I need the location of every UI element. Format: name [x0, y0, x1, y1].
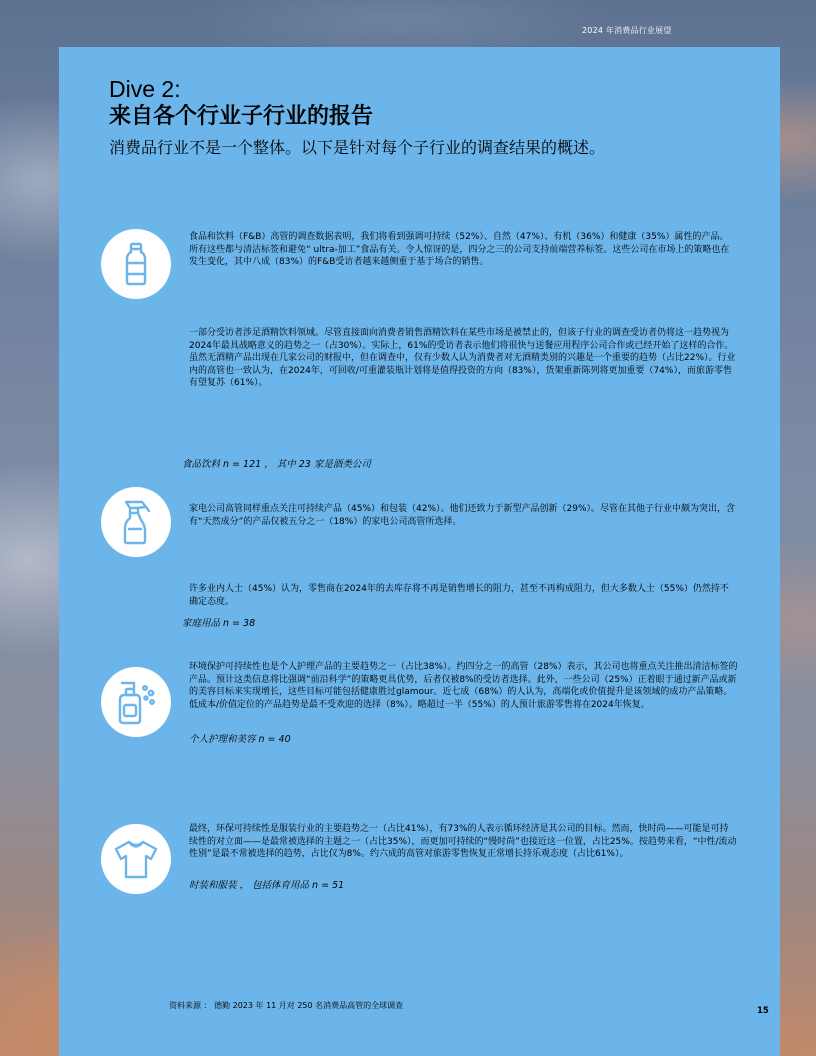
- dive-label: Dive 2:: [109, 76, 181, 102]
- personal-care-paragraph: 环境保护可持续性也是个人护理产品的主要趋势之一（占比38%）。约四分之一的高管（28%）表示，其公司也将重点关注推出清洁标签的产品。预计这类信息将比强调“前沿科学”的策略更具优势，后者仅被8%的受访者选择。此外，一些公司（25%）正着眼于通过新产品或新的美容目标来实现增长，这些目标可能包括健康胜过glamour。近七成（68%）的人认为，高端化或价值提升是该领域的成功产品策略。低成本/价值定位的产品趋势是最不受欢迎的选择（8%）。略超过一半（55%）的人预计旅游零售将在2024年恢复。: [189, 662, 738, 710]
- spray-bottle-icon: [101, 487, 171, 557]
- page-title: 来自各个行业子行业的报告: [109, 104, 374, 129]
- tshirt-icon: [101, 824, 171, 894]
- source-note: 资料来源 ： 德勤 2023 年 11 月对 250 名消费品高管的全球调查: [169, 1001, 404, 1010]
- personal-care-sample-note: 个人护理和美容 n = 40: [189, 734, 291, 745]
- page-subtitle: 消费品行业不是一个整体。以下是针对每个子行业的调查结果的概述。: [109, 138, 606, 157]
- pump-bottle-icon: [101, 667, 171, 737]
- fnb-sample-note: 食品饮料 n = 121 ， 其中 23 家是酒类公司: [182, 459, 371, 470]
- household-sample-note: 家庭用品 n = 38: [182, 618, 256, 629]
- content-panel: [59, 47, 780, 1056]
- household-paragraph-1: 家电公司高管同样重点关注可持续产品（45%）和包装（42%）。他们还致力于新型产品创新（29%）。尽管在其他子行业中颇为突出，含有“天然成分”的产品仅被五分之一（18%）的家电公司高管所选择。: [189, 504, 736, 527]
- fnb-paragraph-1: 食品和饮料（F&B）高管的调查数据表明，我们将看到强调可持续（52%）、自然（47%）、有机（36%）和健康（35%）属性的产品。所有这些都与清洁标签和避免“ ultra-加工”食品有关。令人惊讶的是，四分之三的公司支持前端营养标签。这些公司在市场上的策略也在发生变化，其中八成（83%）的F&B受访者越来越侧重于基于场合的销售。: [189, 232, 730, 268]
- household-paragraph-2: 许多业内人士（45%）认为，零售商在2024年的去库存将不再是销售增长的阻力，甚至不再构成阻力，但大多数人士（55%）仍然持不确定态度。: [189, 584, 729, 607]
- apparel-paragraph: 最终，环保可持续性是服装行业的主要趋势之一（占比41%），有73%的人表示循环经济是其公司的目标。然而，快时尚——可能是可持续性的对立面——是最常被选择的主题之一（占比35%），而更加可持续的“慢时尚”也接近这一位置，占比25%。按趋势来看，“中性/流动性别”是最不常被选择的趋势，占比仅为8%。约六成的高管对旅游零售恢复正常增长持乐观态度（占比61%）。: [189, 824, 737, 860]
- bottle-icon: [101, 229, 171, 299]
- page-number: 15: [757, 1006, 769, 1016]
- fnb-paragraph-2: 一部分受访者涉足酒精饮料领域。尽管直接面向消费者销售酒精饮料在某些市场是被禁止的，但该子行业的调查受访者仍将这一趋势视为2024年最具战略意义的趋势之一（占30%）。实际上，61%的受访者表示他们将很快与送餐应用程序公司合作或已经开始了这样的合作。虽然无酒精产品出现在几家公司的财报中，但在调查中，仅有少数人认为消费者对无酒精类别的兴趣是一个重要的趋势（占比22%）。行业内的高管也一致认为，在2024年，可回收/可重灌装瓶计划将是值得投资的方向（83%），货架重新陈列将更加重要（74%），而旅游零售有望复苏（61%）。: [189, 328, 736, 389]
- running-header: 2024 年消费品行业展望: [582, 26, 672, 35]
- apparel-sample-note: 时装和服装 ， 包括体育用品 n = 51: [189, 880, 345, 891]
